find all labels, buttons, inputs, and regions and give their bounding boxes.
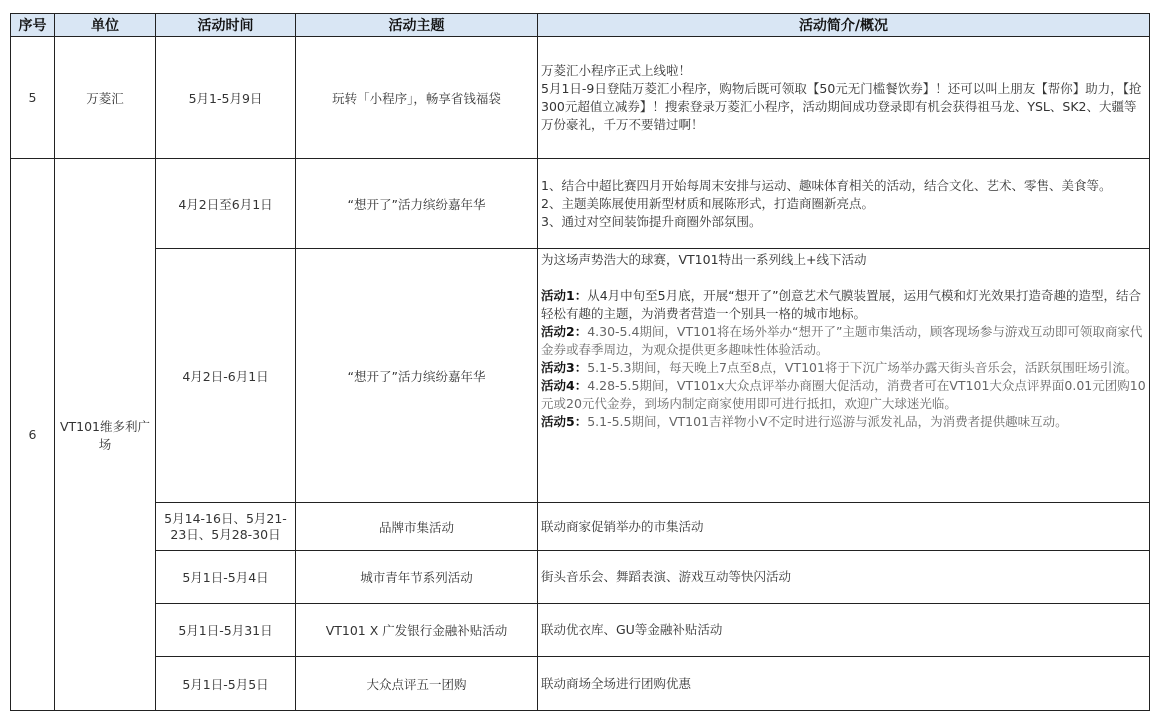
table-row: [11, 37, 1150, 159]
row-desc: 联动优衣库、GU等金融补贴活动: [538, 604, 1150, 657]
desc-line: 5月1日-9日登陆万菱汇小程序，购物后既可领取【50元无门槛餐饮券】！还可以叫上朋友【帮你】助力，【抢300元超值立减券】！搜索登录万菱汇小程序，活动期间成功登录即有机会获得祖马龙、YSL、SK2、大疆等万份豪礼，千万不要错过啊！: [541, 80, 1142, 132]
row-time: 5月1日-5月4日: [156, 551, 296, 604]
table-row: [11, 249, 1150, 503]
row-desc: 联动商家促销举办的市集活动: [538, 503, 1150, 551]
activity-label: 活动1：: [541, 288, 588, 303]
activity-item: [541, 359, 1146, 377]
activity-label: 活动4：: [541, 378, 588, 393]
row-theme: “想开了”活力缤纷嘉年华: [296, 159, 538, 249]
row-desc: [538, 159, 1150, 249]
table-row: [11, 657, 1150, 711]
row-desc: 联动商场全场进行团购优惠: [538, 657, 1150, 711]
table-row: [11, 159, 1150, 249]
row-theme: 城市青年节系列活动: [296, 551, 538, 604]
row-unit: VT101维多利广场: [55, 159, 156, 711]
activity-item: [541, 377, 1146, 413]
header-time: 活动时间: [156, 14, 296, 37]
row-unit: 万菱汇: [55, 37, 156, 159]
header-row: [11, 14, 1150, 37]
table-row: [11, 503, 1150, 551]
header-desc: 活动简介/概况: [538, 14, 1150, 37]
desc-line: 1、结合中超比赛四月开始每周末安排与运动、趣味体育相关的活动，结合文化、艺术、零售、美食等。: [541, 177, 1112, 193]
desc-line: 3、通过对空间装饰提升商圈外部氛围。: [541, 213, 762, 229]
header-unit: 单位: [55, 14, 156, 37]
activity-label: 活动2：: [541, 324, 588, 339]
row-theme: 玩转「小程序」，畅享省钱福袋: [296, 37, 538, 159]
table-row: [11, 604, 1150, 657]
row-theme: VT101 X 广发银行金融补贴活动: [296, 604, 538, 657]
activity-item: [541, 287, 1146, 323]
activity-text: 5.1-5.3期间，每天晚上7点至8点，VT101将于下沉广场举办露天街头音乐会，活跃氛围旺场引流。: [587, 360, 1138, 375]
desc-line: 2、主题美陈展使用新型材质和展陈形式，打造商圈新亮点。: [541, 195, 874, 211]
activity-item: [541, 323, 1146, 359]
activity-text: 4.28-5.5期间，VT101x大众点评举办商圈大促活动，消费者可在VT101大众点评界面0.01元团购10元或20元代金券，到场内制定商家使用即可进行抵扣，欢迎广大球迷光临。: [541, 378, 1146, 411]
row-time: 4月2日至6月1日: [156, 159, 296, 249]
row-desc: [538, 249, 1150, 503]
row-time: 5月1日-5月5日: [156, 657, 296, 711]
row-time: 5月1-5月9日: [156, 37, 296, 159]
row-no: 5: [11, 37, 55, 159]
desc-line: 万菱汇小程序正式上线啦！: [541, 62, 692, 78]
activity-label: 活动5：: [541, 414, 588, 429]
activity-text: 4.30-5.4期间，VT101将在场外举办“想开了”主题市集活动，顾客现场参与游戏互动即可领取商家代金券或春季周边，为观众提供更多趣味性体验活动。: [541, 324, 1143, 357]
activity-item: [541, 413, 1146, 431]
activity-text: 5.1-5.5期间，VT101吉祥物小V不定时进行巡游与派发礼品，为消费者提供趣味互动。: [587, 414, 1068, 429]
row-time: 5月14-16日、5月21-23日、5月28-30日: [156, 503, 296, 551]
row-desc: 街头音乐会、舞蹈表演、游戏互动等快闪活动: [538, 551, 1150, 604]
row-theme: 大众点评五一团购: [296, 657, 538, 711]
activity-table: [10, 13, 1150, 711]
header-theme: 活动主题: [296, 14, 538, 37]
desc-intro: 为这场声势浩大的球赛，VT101特出一系列线上+线下活动: [541, 252, 867, 267]
row-theme: “想开了”活力缤纷嘉年华: [296, 249, 538, 503]
row-desc: [538, 37, 1150, 159]
header-no: 序号: [11, 14, 55, 37]
table-row: [11, 551, 1150, 604]
activity-text: 从4月中旬至5月底，开展“想开了”创意艺术气膜装置展，运用气模和灯光效果打造奇趣的造型，结合轻松有趣的主题，为消费者营造一个别具一格的城市地标。: [541, 288, 1142, 321]
activity-label: 活动3：: [541, 360, 588, 375]
row-time: 5月1日-5月31日: [156, 604, 296, 657]
row-no: 6: [11, 159, 55, 711]
row-theme: 品牌市集活动: [296, 503, 538, 551]
row-time: 4月2日-6月1日: [156, 249, 296, 503]
